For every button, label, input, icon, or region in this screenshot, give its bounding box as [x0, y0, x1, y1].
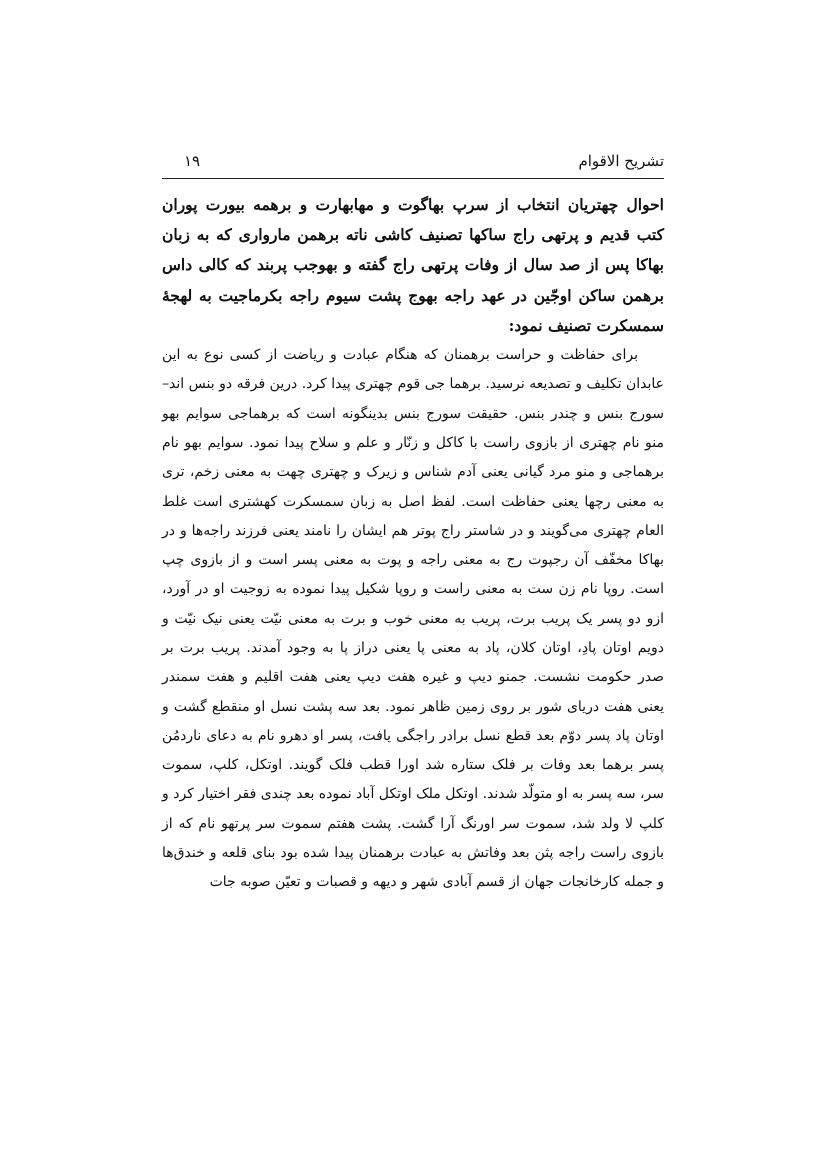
running-title: تشریح الاقوام [578, 152, 664, 170]
header-rule [162, 178, 664, 179]
page-number: ۱۹ [184, 152, 201, 170]
body-paragraph: برای حفاظت و حراست برهمنان که هنگام عبادت و ریاضت از کسی نوع به این عابدان تکلیف و تصدیعه نرسید. برهما جی قوم چهتری پیدا کرد. درین فرقه دو بنس اند– سورج بنس و چندر بنس. حقیقت سورج بنس بدینگونه است که برهماجی سوایم بهو منو نام چهتری از بازوی راست با کاکل و زنّار و علم و سلاح پیدا نمود. سوایم بهو نام برهماجی و منو مرد گیانی یعنی آدم شناس و زیرک و چهتری چهت به معنی زخم، تری به معنی رچها یعنی حفاظت است. لفظ اصل به زبان سمسکرت کهشتری است غلط العام چهتری می‌گویند و در شاستر راج پوتر هم ایشان را نامند یعنی فرزند راجه‌ها و در بهاکا مخفّف آن رجپوت رج به معنی راجه و پوت به معنی پسر است و از بازوی چپ است. روپا نام زن ست به معنی راست و روپا شکیل پیدا نموده به زوجیت او در آورد، ازو دو پسر یک پریب برت، پریب به معنی خوب و برت به معنی نیّت یعنی نیک نیّت و دویم اوتان پادِ، اوتان کلان، پاد به معنی پا یعنی دراز پا به وجود آمدند. پریب برت بر صدر حکومت نشست. جمنو دیپ و غیره هفت دیپ یعنی هفت اقلیم و هفت سمندر یعنی هفت دریای شور بر روی زمین ظاهر نمود. بعد سه پشت نسل او منقطع گشت و اوتان پاد پسر دوّم بعد قطع نسل برادر راجگی یافت، پسر او دهرو نام به دعای ناردمُن پسر برهما بعد وفات بر فلک ستاره شد اورا قطب فلک گویند. اوتکل، کلپ، سموت سر، سه پسر به او متولّد شدند. اوتکل ملک اوتکل آباد نموده بعد چندی فقر اختیار کرد و کلپ لا ولد شد، سموت سر اورنگ آرا گشت. پشت هفتم سموت سر پرتهو نام که از بازوی راست راجه پثن بعد وفاتش به عبادت برهمنان پیدا شده بود بنای قلعه و خندق‌ها و جمله کارخانجات جهان از قسم آبادی شهر و دیهه و قصبات و تعیّن صوبه جات [162, 347, 664, 891]
page-header [162, 148, 664, 178]
intro-paragraph: احوال چهتریان انتخاب از سرپ بهاگوت و مهابهارت و برهمه بیورت پوران کتب قدیم و پرتهی راج ساکها تصنیف کاشی ناته برهمن ماروارى كه به زبان بهاکا پس از صد سال از وفات پرتهی راج گفته و بهوجب پربند که کالی داس برهمن ساکن اوجّین در عهد راجه بهوج پشت سیوم راجه بکرماجیت به لهجهٔ سمسکرت تصنیف نمود: [162, 195, 664, 335]
page-body [162, 190, 664, 898]
